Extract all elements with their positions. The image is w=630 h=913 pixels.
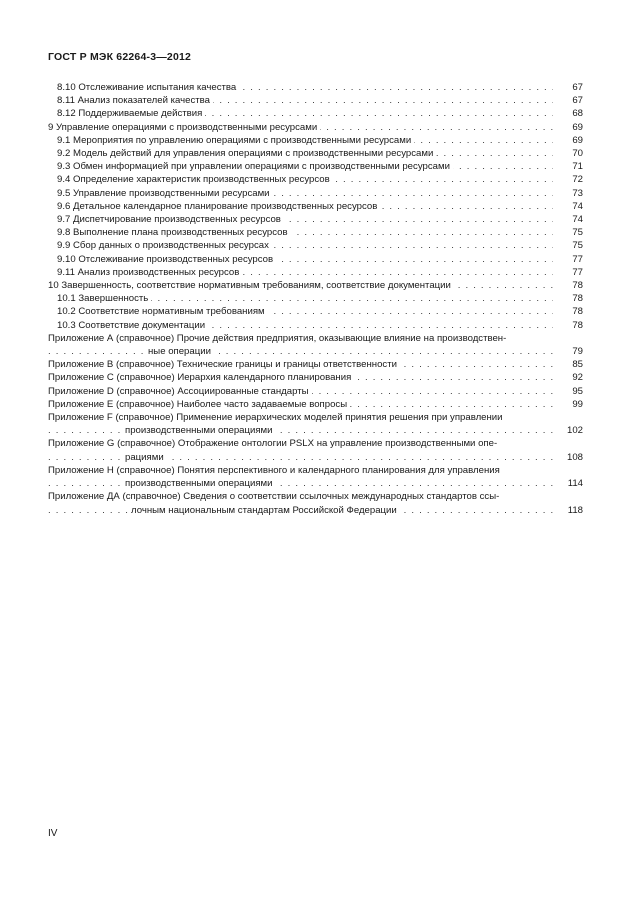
toc-entry-title: 9.3 Обмен информацией при управлении операциями с производственными ресурсами	[57, 161, 453, 172]
toc-entry[interactable]	[48, 173, 583, 186]
toc-entry-title: 9.7 Диспетчирование производственных ресурсов	[57, 214, 284, 225]
toc-entry-page: 69	[572, 134, 583, 146]
toc-entry-page: 67	[572, 82, 583, 93]
toc-entry-page: 78	[572, 293, 583, 305]
toc-entry-title: Приложение В (справочное) Технические границы и границы ответственности	[48, 359, 400, 370]
toc-entry[interactable]	[48, 134, 583, 147]
document-header: ГОСТ Р МЭК 62264-3—2012	[48, 51, 192, 63]
toc-appendix-da[interactable]	[48, 490, 583, 516]
toc-entry-title: Приложение ДА (справочное) Сведения о соответствии ссылочных международных стандартов ссы-	[48, 491, 500, 503]
toc-entry-page: 71	[572, 161, 583, 173]
toc-appendix-b[interactable]	[48, 358, 583, 371]
toc-entry[interactable]	[48, 292, 583, 305]
toc-entry-page: 67	[572, 95, 583, 107]
toc-entry-title: 10.2 Соответствие нормативным требованиям	[57, 306, 268, 317]
toc-entry-title: 9.1 Мероприятия по управлению операциями с производственными ресурсами	[57, 135, 414, 146]
toc-entry-page: 99	[572, 398, 583, 410]
toc-entry-title: 9.11 Анализ производственных ресурсов	[57, 267, 242, 278]
toc-entry-page: 78	[572, 306, 583, 318]
toc-entry[interactable]	[48, 147, 583, 160]
toc-entry-page: 77	[572, 253, 583, 265]
toc-entry-title: 9.6 Детальное календарное планирование производственных ресурсов	[57, 201, 380, 212]
toc-appendix-f[interactable]	[48, 411, 583, 437]
toc-entry-page: 75	[572, 227, 583, 239]
toc-entry-title: 9.2 Модель действий для управления операциями с производственными ресурсами	[57, 148, 436, 159]
toc-entry-page: 75	[572, 240, 583, 252]
toc-entry-page: 78	[572, 319, 583, 331]
toc-entry-page: 72	[572, 174, 583, 186]
toc-entry[interactable]	[48, 121, 583, 134]
toc-entry-page: 69	[572, 121, 583, 133]
toc-entry-page: 95	[572, 385, 583, 397]
toc-appendix-c[interactable]	[48, 371, 583, 384]
toc-entry-title: 8.10 Отслеживание испытания качества	[57, 82, 239, 93]
toc-entry[interactable]	[48, 160, 583, 173]
toc-entry-page: 92	[572, 372, 583, 384]
toc-entry[interactable]	[48, 200, 583, 213]
toc-entry[interactable]	[48, 239, 583, 252]
toc-entry-title: 9.4 Определение характеристик производственных ресурсов	[57, 174, 333, 185]
toc-entry-page: 114	[567, 478, 583, 490]
toc-entry-title: Приложение Е (справочное) Наиболее часто задаваемые вопросы	[48, 399, 350, 410]
toc-entry[interactable]	[48, 305, 583, 318]
toc-entry-title: Приложение D (справочное) Ассоциированные стандарты	[48, 386, 312, 397]
toc-entry[interactable]	[48, 253, 583, 266]
toc-entry-title: 8.11 Анализ показателей качества	[57, 95, 213, 106]
toc-appendix-e[interactable]	[48, 398, 583, 411]
toc-entry-title-continued: рациями	[125, 452, 167, 463]
toc-entry[interactable]	[48, 187, 583, 200]
toc-appendix-h[interactable]	[48, 464, 583, 490]
toc-entry-title: 10.3 Соответствие документации	[57, 320, 208, 331]
toc-entry[interactable]	[48, 279, 583, 292]
toc-entry-title: 10 Завершенность, соответствие нормативным требованиям, соответствие документации	[48, 280, 454, 291]
page-number: IV	[48, 828, 58, 839]
toc-entry[interactable]	[48, 226, 583, 239]
toc-entry[interactable]	[48, 107, 583, 120]
toc-entry-title: 9.10 Отслеживание производственных ресурсов	[57, 254, 276, 265]
toc-entry-title: Приложение А (справочное) Прочие действия предприятия, оказывающие влияние на производствен-	[48, 332, 507, 344]
toc-entry-title: 9 Управление операциями с производственными ресурсами	[48, 122, 320, 133]
toc-entry-page: 74	[572, 200, 583, 212]
toc-entry[interactable]	[48, 94, 583, 107]
toc-entry-title: 9.5 Управление производственными ресурсами	[57, 188, 273, 199]
toc-entry-page: 73	[572, 187, 583, 199]
toc-entry-title-continued: лочным национальным стандартам Российской Федерации	[131, 505, 400, 516]
toc-entry[interactable]	[48, 319, 583, 332]
toc-entry-title: Приложение F (справочное) Применение иерархических моделей принятия решения при управлении	[48, 412, 503, 424]
toc-appendix-d[interactable]	[48, 385, 583, 398]
toc-entry-page: 85	[572, 359, 583, 371]
toc-entry-title: 8.12 Поддерживаемые действия	[57, 108, 205, 119]
toc-entry-title: 9.8 Выполнение плана производственных ресурсов	[57, 227, 291, 238]
toc-entry-title: 9.9 Сбор данных о производственных ресурсах	[57, 240, 272, 251]
toc-entry-page: 118	[567, 504, 583, 516]
toc-appendix-a[interactable]	[48, 332, 583, 358]
toc-entry-page: 108	[566, 451, 583, 463]
table-of-contents	[48, 81, 583, 517]
toc-entry-page: 68	[572, 108, 583, 120]
toc-entry-title: Приложение Н (справочное) Понятия перспективного и календарного планирования для управления	[48, 464, 500, 476]
toc-entry-page: 79	[572, 346, 583, 358]
toc-entry-page: 102	[566, 425, 583, 437]
toc-entry-title-continued: ные операции	[148, 346, 214, 357]
toc-entry[interactable]	[48, 81, 583, 94]
toc-entry-title: Приложение G (справочное) Отображение онтологии PSLX на управление производственными опе-	[48, 438, 498, 450]
toc-appendix-g[interactable]	[48, 437, 583, 463]
toc-entry[interactable]	[48, 213, 583, 226]
toc-entry-page: 74	[572, 214, 583, 226]
toc-entry-page: 77	[572, 266, 583, 278]
toc-entry-title-continued: производственными операциями	[125, 425, 276, 436]
toc-entry[interactable]	[48, 266, 583, 279]
toc-entry-title: 10.1 Завершенность	[57, 293, 151, 304]
toc-entry-page: 70	[572, 148, 583, 160]
toc-entry-page: 78	[572, 280, 583, 292]
toc-entry-title: Приложение С (справочное) Иерархия календарного планирования	[48, 372, 354, 383]
toc-entry-title-continued: производственными операциями	[125, 478, 276, 489]
